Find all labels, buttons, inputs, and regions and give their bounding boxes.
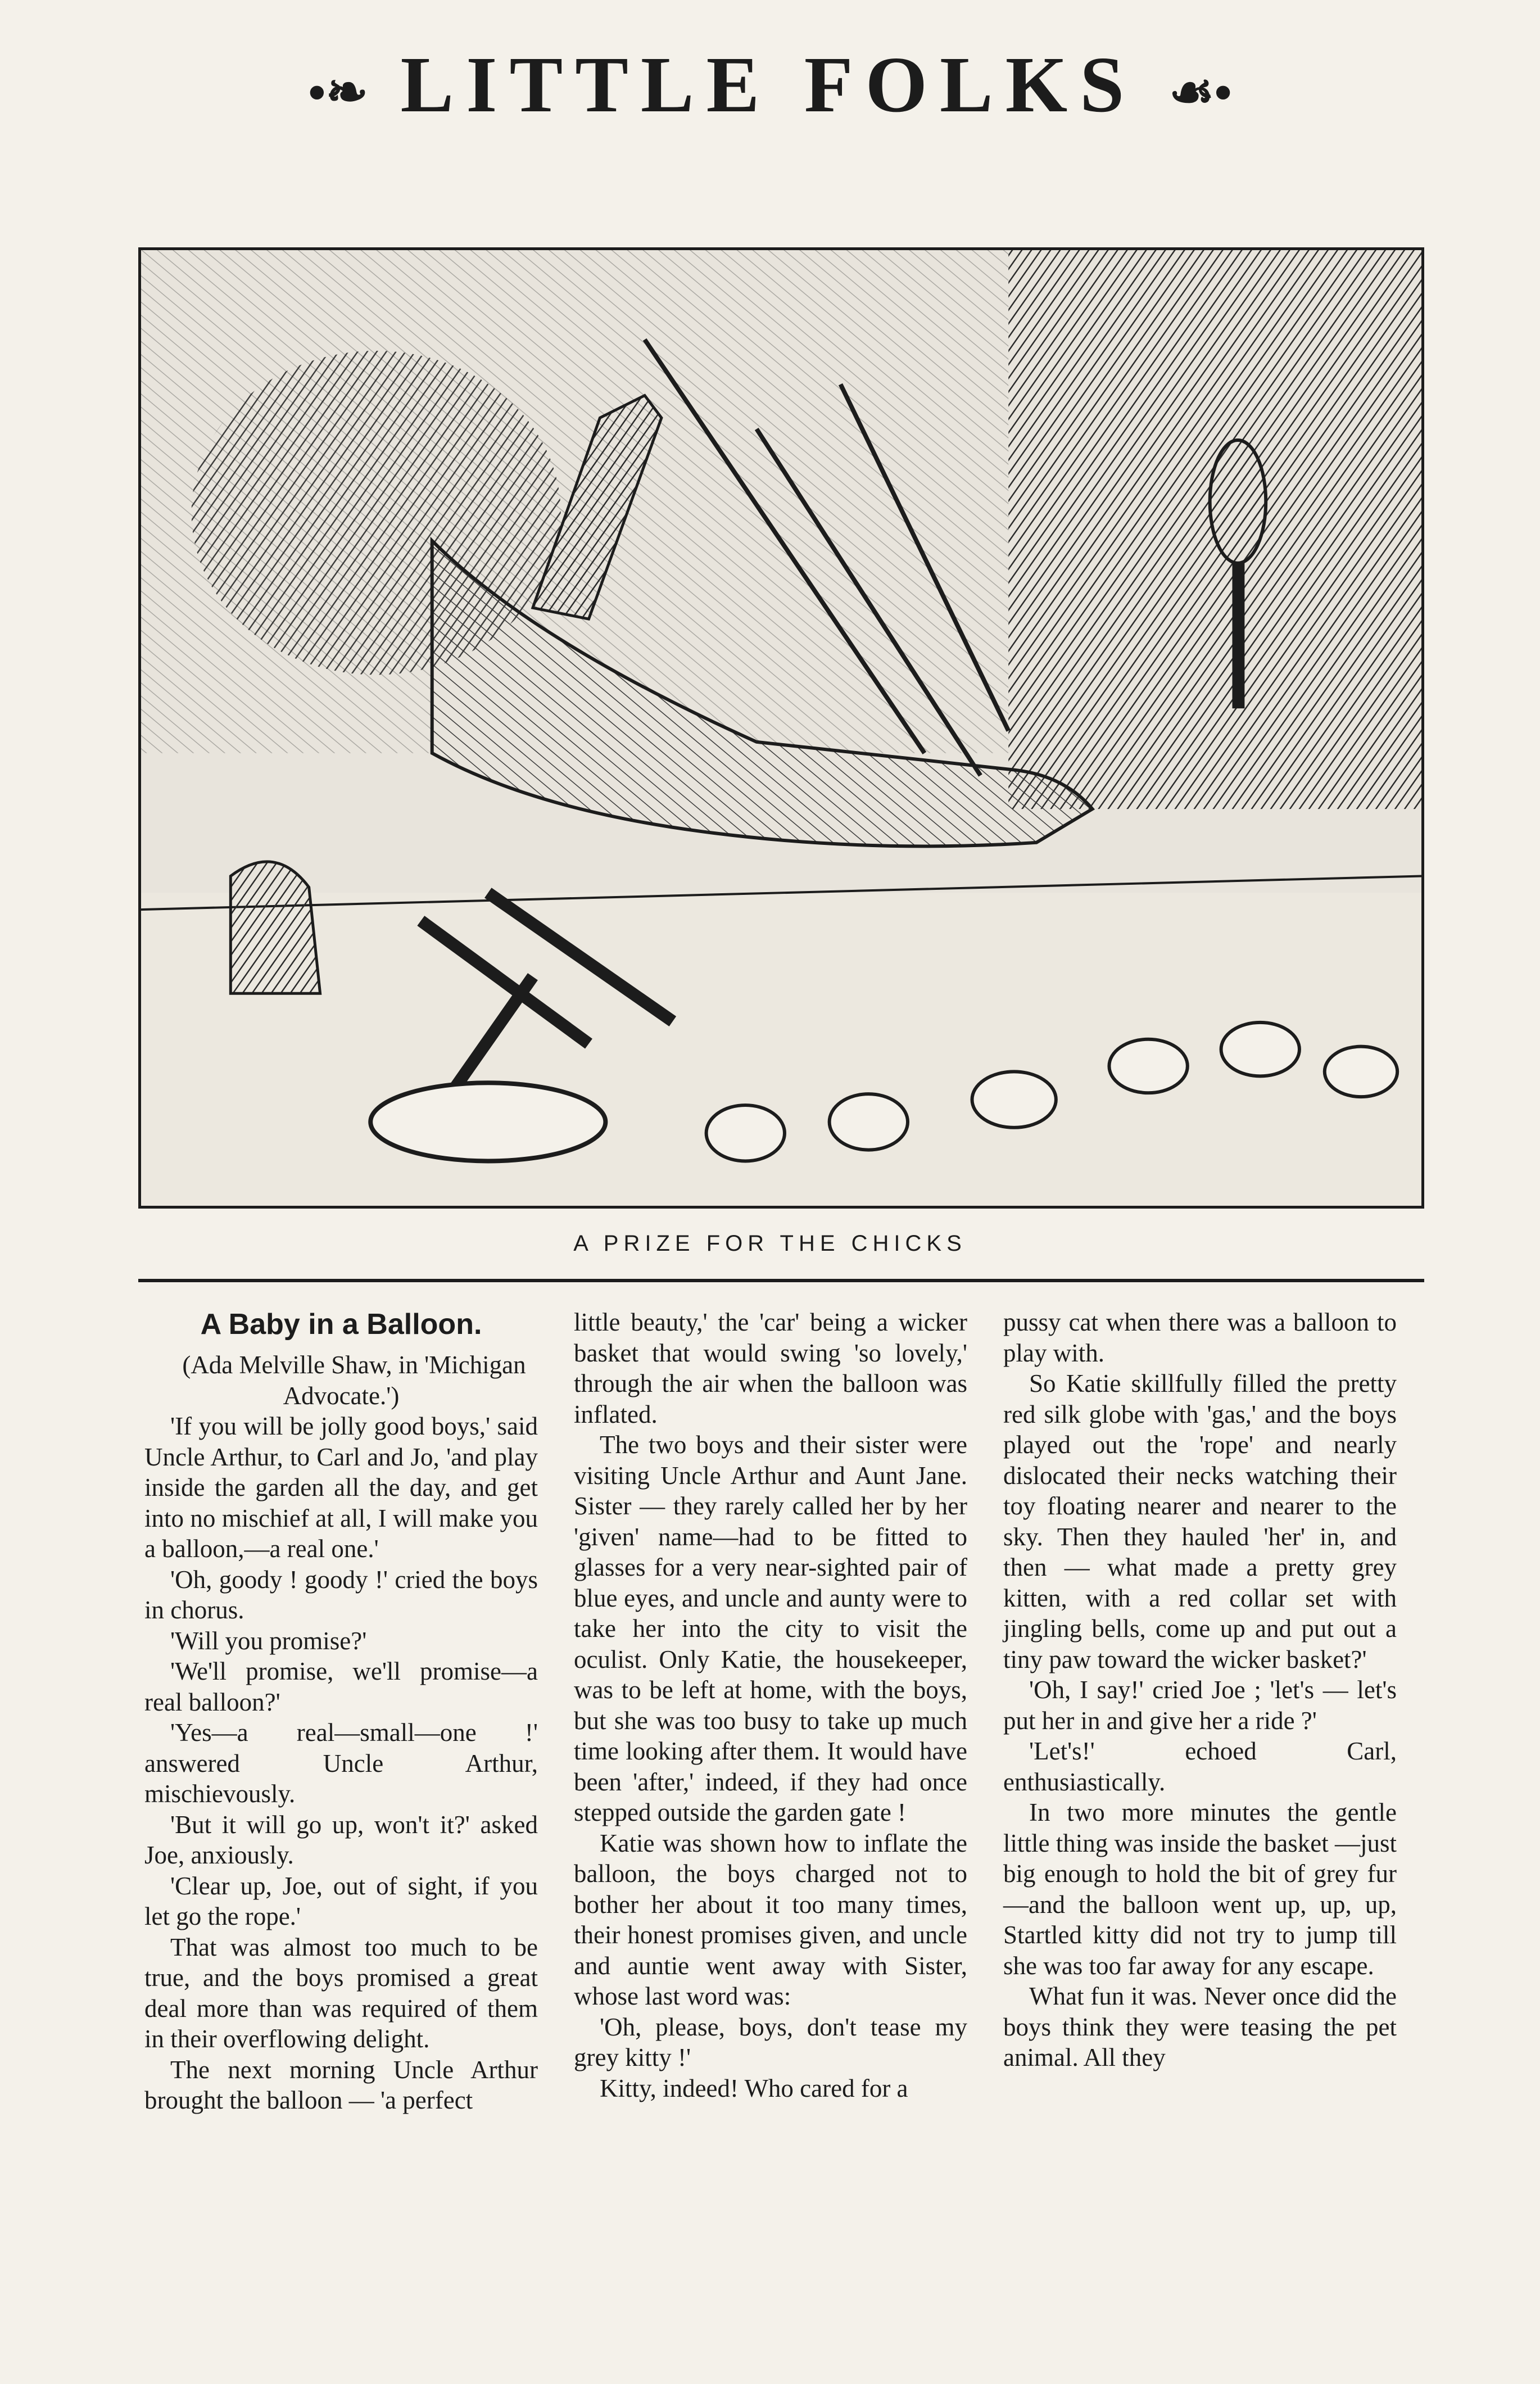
illustration-caption: A PRIZE FOR THE CHICKS	[573, 1231, 967, 1256]
paragraph: 'Yes—a real—small—one !' answered Uncle Arthur, mischievously.	[144, 1718, 538, 1808]
paragraph: The two boys and their sister were visiting Uncle Arthur and Aunt Jane. Sister — they rarely called her by her 'given' name—had to be fitted to glasses for a very near-sighted pair of blue eyes, and uncle and aunty were to take her into the city to visit the oculist. Only Katie, the housekeeper, was to be left at home, with the boys, but she was too busy to take up much time looking after them. It would have been 'after,' indeed, if they had once stepped outside the garden gate !	[574, 1431, 967, 1826]
paragraph: little beauty,' the 'car' being a wicker basket that would swing 'so lovely,' through the air when the balloon was inflated.	[574, 1308, 967, 1428]
paragraph: 'Oh, I say!' cried Joe ; 'let's — let's put her in and give her a ride ?'	[1003, 1676, 1397, 1735]
paragraph: 'We'll promise, we'll promise—a real balloon?'	[144, 1657, 538, 1716]
paragraph: 'Oh, please, boys, don't tease my grey kitty !'	[574, 2012, 967, 2071]
illustration-engraving	[138, 247, 1424, 1209]
paragraph: That was almost too much to be true, and the boys promised a great deal more than was required of them in their overflowing delight.	[144, 1933, 538, 2053]
article-title: A Baby in a Balloon.	[200, 1308, 482, 1341]
article-column-2	[574, 1307, 967, 2103]
ornament-left-icon: •❧	[308, 65, 369, 121]
paragraph: So Katie skillfully filled the pretty red silk globe with 'gas,' and the boys played out the 'rope' and nearly dislocated their necks watching their toy floating nearer and nearer to the sky. Then they hauled 'her' in, and then — what made a pretty grey kitten, with a red collar set with jingling bells, come up and put out a tiny paw toward the wicker basket?'	[1003, 1369, 1397, 1673]
paragraph: 'But it will go up, won't it?' asked Joe, anxiously.	[144, 1810, 538, 1869]
article-byline: (Ada Melville Shaw, in 'Michigan Advocate.')	[182, 1351, 526, 1410]
paragraph: 'Will you promise?'	[170, 1626, 367, 1655]
paragraph: 'Let's!' echoed Carl, enthusiastically.	[1003, 1737, 1397, 1796]
paragraph: Kitty, indeed! Who cared for a	[600, 2074, 908, 2102]
masthead	[0, 39, 1540, 129]
paragraph: Katie was shown how to inflate the balloon, the boys charged not to bother her about it too many times, their honest promises given, and uncle and auntie went away with Sister, whose last word was:	[574, 1829, 967, 2010]
paragraph: What fun it was. Never once did the boys think they were teasing the pet animal. All they	[1003, 1982, 1397, 2071]
paragraph: The next morning Uncle Arthur brought the balloon — 'a perfect	[144, 2055, 538, 2114]
engraving-picture	[141, 250, 1421, 1206]
masthead-title: LITTLE FOLKS	[400, 40, 1137, 129]
article-column-1	[144, 1307, 538, 2116]
paragraph: 'If you will be jolly good boys,' said Uncle Arthur, to Carl and Jo, 'and play inside the garden all the day, and get into no mischief at all, I will make you a balloon,—a real one.'	[144, 1412, 538, 1563]
paragraph: 'Clear up, Joe, out of sight, if you let go the rope.'	[144, 1871, 538, 1930]
ornament-right-icon: ☙•	[1168, 65, 1232, 121]
article-column-3	[1003, 1307, 1397, 2073]
paragraph: pussy cat when there was a balloon to play with.	[1003, 1308, 1397, 1367]
paragraph: In two more minutes the gentle little thing was inside the basket —just big enough to hold the bit of grey fur—and the balloon went up, up, up, Startled kitty did not try to jump till she was too far away for any escape.	[1003, 1798, 1397, 1980]
section-divider	[138, 1279, 1424, 1282]
paragraph: 'Oh, goody ! goody !' cried the boys in chorus.	[144, 1565, 538, 1624]
